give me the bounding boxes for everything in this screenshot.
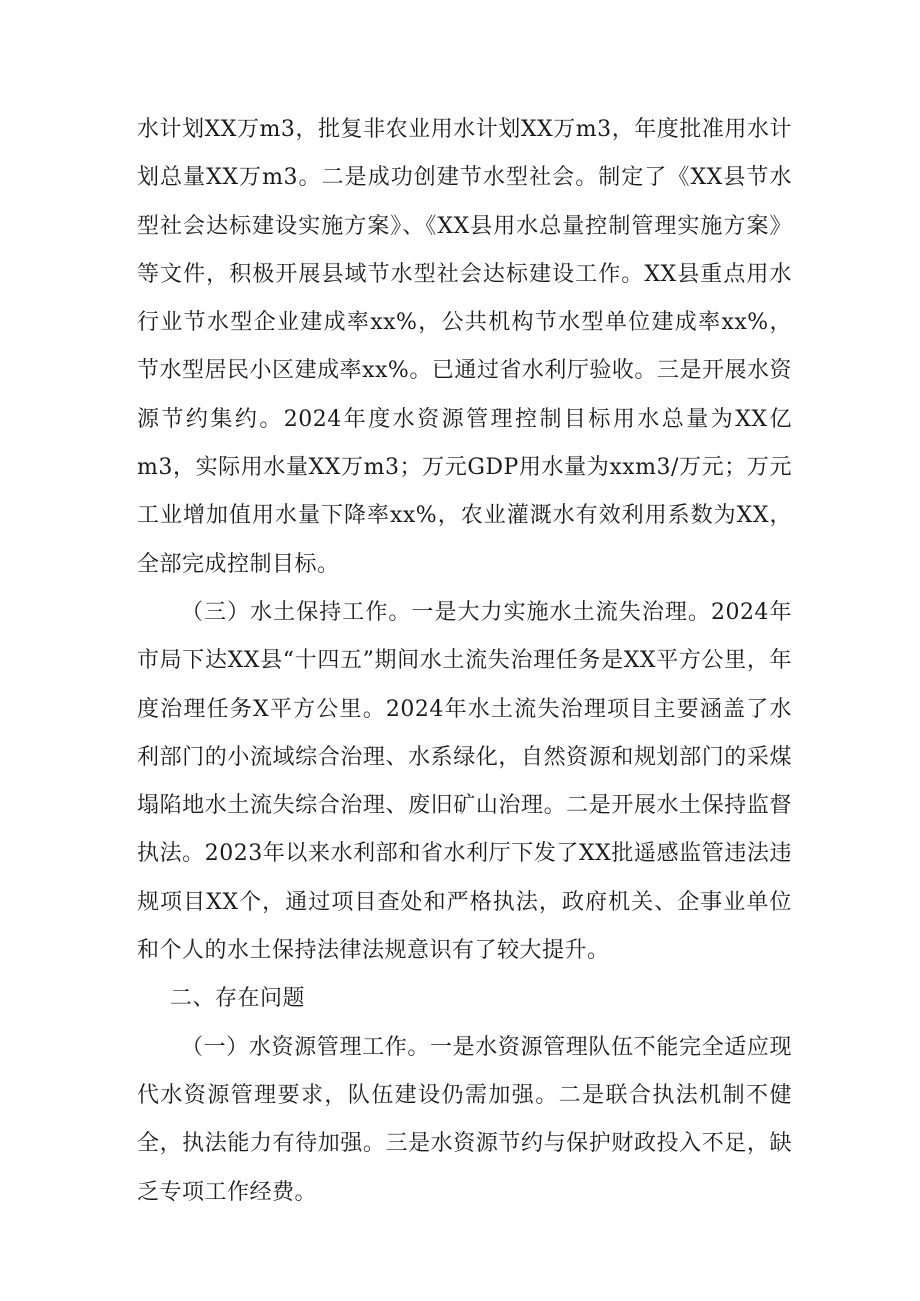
paragraph-soil-conservation: （三）水土保持工作。一是大力实施水土流失治理。2024年市局下达XX县“十四五”期间水土流失治理任务是XX平方公里，年度治理任务X平方公里。2024年水土流失治理项目主要涵盖了水利部门的小流域综合治理、水系绿化，自然资源和规划部门的采煤塌陷地水土流失综合治理、废旧矿山治理。二是开展水土保持监督执法。2023年以来水利部和省水利厅下发了XX批遥感监管违法违规项目XX个，通过项目查处和严格执法，政府机关、企事业单位和个人的水土保持法律法规意识有了较大提升。 xyxy=(137,599,792,964)
paragraph-water-management-issues: （一）水资源管理工作。一是水资源管理队伍不能完全适应现代水资源管理要求，队伍建设仍需加强。二是联合执法机制不健全，执法能力有待加强。三是水资源节约与保护财政投入不足，缺乏专项工作经费。 xyxy=(137,1034,792,1205)
paragraph-water-plan: 水计划XX万m3，批复非农业用水计划XX万m3，年度批准用水计划总量XX万m3。二是成功创建节水型社会。制定了《XX县节水型社会达标建设实施方案》、《XX县用水总量控制管理实施方案》等文件，积极开展县域节水型社会达标建设工作。XX县重点用水行业节水型企业建成率xx%，公共机构节水型单位建成率xx%，节水型居民小区建成率xx%。已通过省水利厅验收。三是开展水资源节约集约。2024年度水资源管理控制目标用水总量为XX亿m3，实际用水量XX万m3；万元GDP用水量为xxm3/万元；万元工业增加值用水量下降率xx%，农业灌溉水有效利用系数为XX，全部完成控制目标。 xyxy=(137,117,792,577)
section-heading-problems: 二、存在问题 xyxy=(170,986,306,1012)
document-body xyxy=(137,106,792,1217)
